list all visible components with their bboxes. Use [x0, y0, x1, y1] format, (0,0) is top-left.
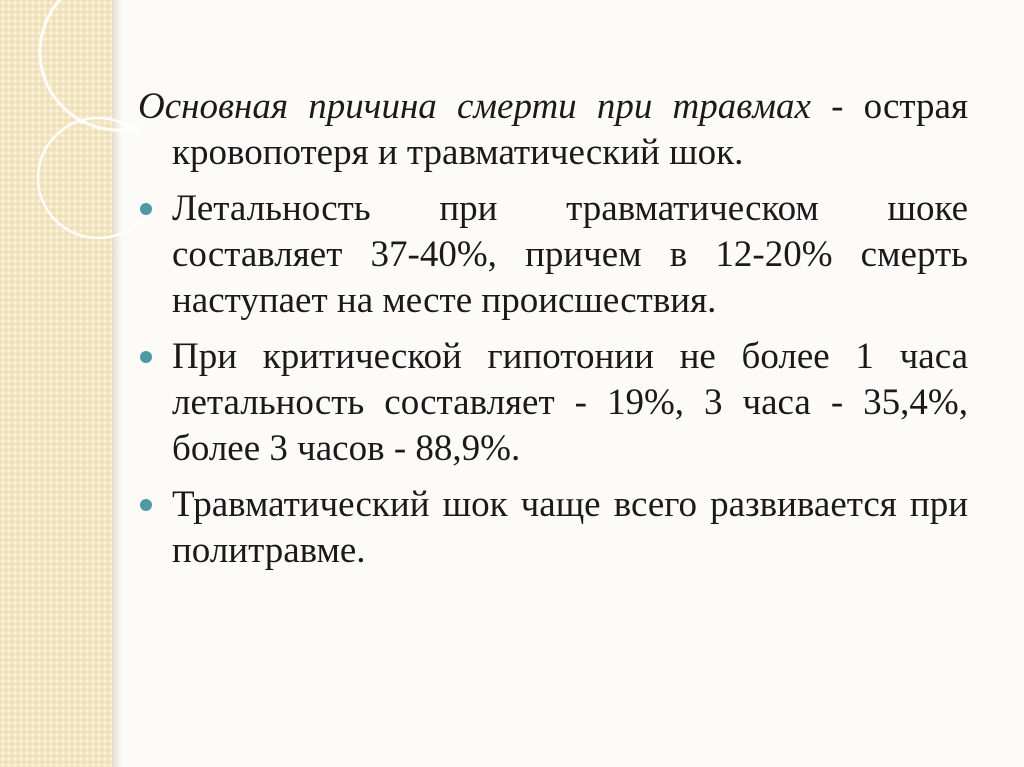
bullet-dot-icon	[140, 499, 152, 511]
decorative-circles	[0, 0, 140, 260]
slide-body	[138, 84, 968, 584]
bullet-dot-icon	[140, 351, 152, 363]
decorative-circle-large	[40, 0, 140, 130]
intro-emphasis: Основная причина смерти при травмах	[138, 86, 811, 127]
bullet-item-polytrauma	[138, 482, 968, 574]
bullet-item-hypotension	[138, 334, 968, 472]
bullet-text: При критической гипотонии не более 1 часа летальность составляет - 19%, 3 часа - 35,4%, более 3 часов - 88,9%.	[172, 336, 968, 469]
intro-rest: - острая кровопотеря и травматический шок.	[172, 86, 968, 173]
bullet-text: Летальность при травматическом шоке составляет 37-40%, причем в 12-20% смерть наступает на месте происшествия.	[172, 188, 968, 321]
decorative-circle-small	[38, 118, 140, 238]
intro-paragraph	[138, 84, 968, 176]
bullet-item-mortality	[138, 186, 968, 324]
bullet-dot-icon	[140, 203, 152, 215]
bullet-text: Травматический шок чаще всего развивается при политравме.	[172, 484, 968, 571]
